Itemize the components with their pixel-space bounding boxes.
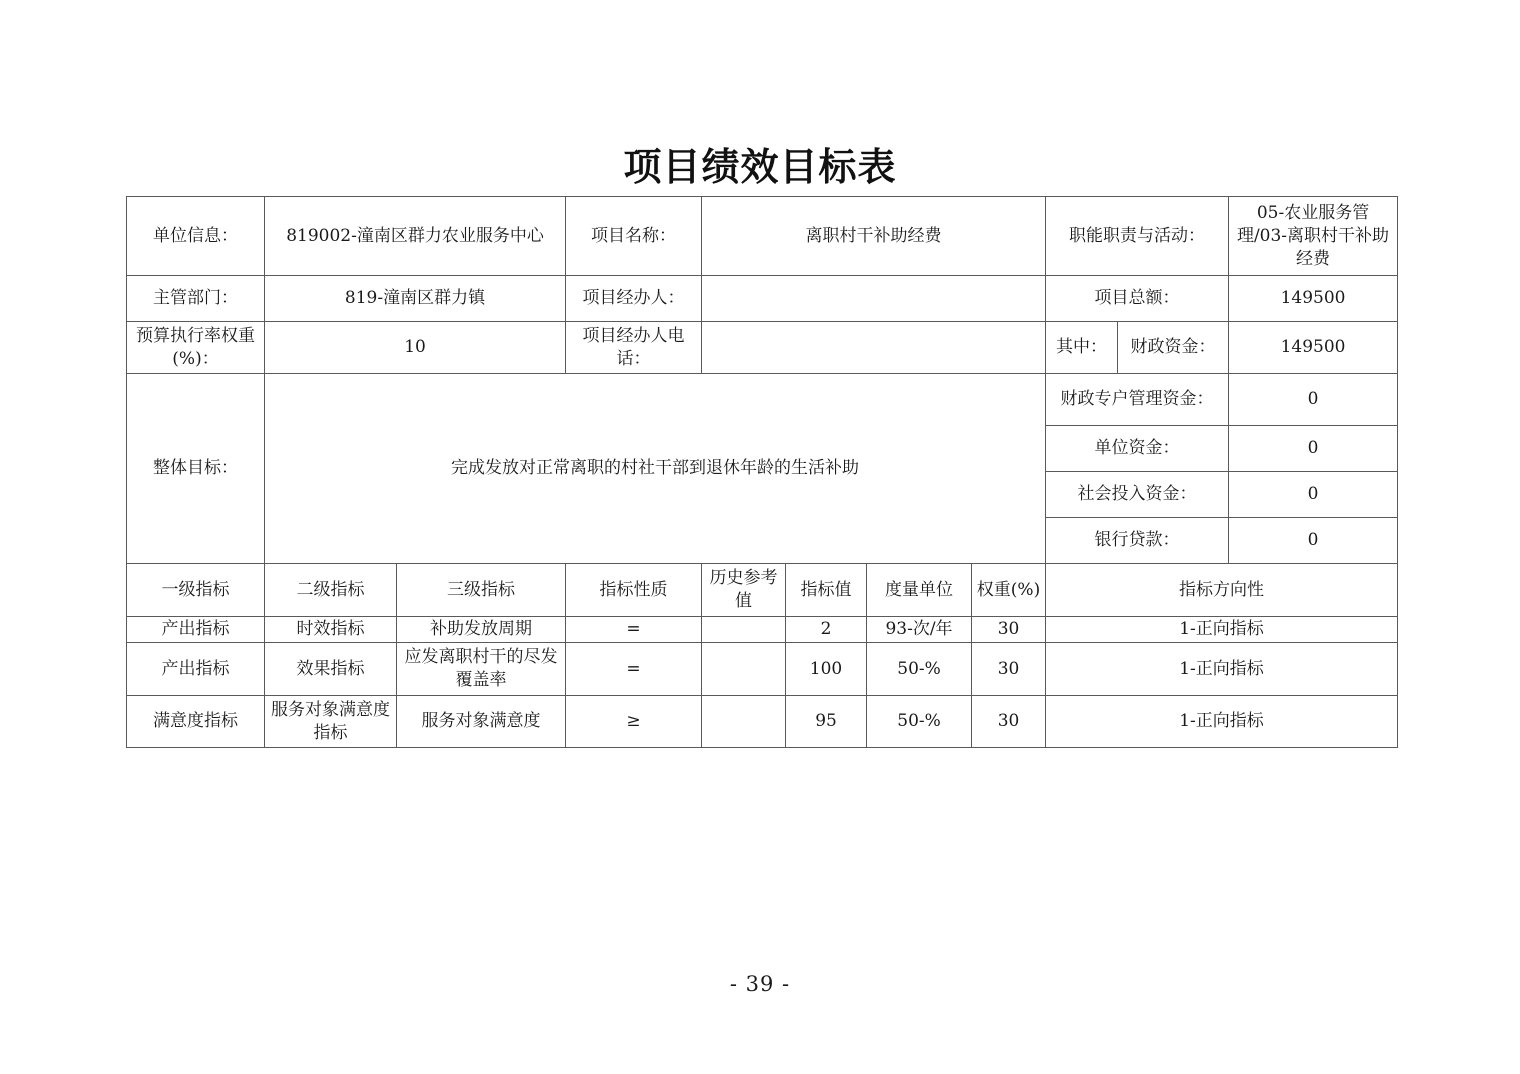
header-weight: 权重(%) <box>972 564 1046 617</box>
indicator-nature: ≥ <box>566 696 702 748</box>
unit-info-row <box>127 197 1398 276</box>
project-name-label: 项目名称： <box>566 197 702 276</box>
social-fund-label: 社会投入资金： <box>1046 472 1229 518</box>
total-label: 项目总额： <box>1046 276 1229 322</box>
header-level2: 二级指标 <box>265 564 397 617</box>
special-fund-value: 0 <box>1229 374 1398 426</box>
indicator-history <box>702 617 786 643</box>
handler-phone-value <box>702 322 1046 374</box>
indicator-direction: 1-正向指标 <box>1046 696 1398 748</box>
indicator-unit: 93-次/年 <box>867 617 972 643</box>
indicator-weight: 30 <box>972 643 1046 696</box>
budget-rate-value: 10 <box>265 322 566 374</box>
bank-loan-value: 0 <box>1229 518 1398 564</box>
indicator-unit: 50-% <box>867 696 972 748</box>
function-label: 职能职责与活动： <box>1046 197 1229 276</box>
budget-rate-row <box>127 322 1398 374</box>
dept-label: 主管部门： <box>127 276 265 322</box>
budget-rate-label: 预算执行率权重(%)： <box>127 322 265 374</box>
header-value: 指标值 <box>786 564 867 617</box>
special-fund-row <box>127 374 1398 426</box>
indicator-level2: 服务对象满意度指标 <box>265 696 397 748</box>
indicator-weight: 30 <box>972 617 1046 643</box>
header-level3: 三级指标 <box>397 564 566 617</box>
indicator-level3: 补助发放周期 <box>397 617 566 643</box>
indicator-level1: 产出指标 <box>127 617 265 643</box>
fiscal-value: 149500 <box>1229 322 1398 374</box>
indicator-value: 95 <box>786 696 867 748</box>
unit-fund-label: 单位资金： <box>1046 426 1229 472</box>
indicator-row <box>127 643 1398 696</box>
handler-label: 项目经办人： <box>566 276 702 322</box>
page-title: 项目绩效目标表 <box>623 145 897 189</box>
unit-fund-value: 0 <box>1229 426 1398 472</box>
indicator-level1: 满意度指标 <box>127 696 265 748</box>
dept-row <box>127 276 1398 322</box>
indicator-header-row <box>127 564 1398 617</box>
total-value: 149500 <box>1229 276 1398 322</box>
indicator-level2: 效果指标 <box>265 643 397 696</box>
page-number: - 39 - <box>729 972 791 996</box>
dept-value: 819-潼南区群力镇 <box>265 276 566 322</box>
special-fund-label: 财政专户管理资金： <box>1046 374 1229 426</box>
indicator-value: 2 <box>786 617 867 643</box>
unit-label: 单位信息： <box>127 197 265 276</box>
social-fund-value: 0 <box>1229 472 1398 518</box>
unit-value: 819002-潼南区群力农业服务中心 <box>265 197 566 276</box>
performance-goal-table <box>126 196 1398 748</box>
of-which-label: 其中： <box>1046 322 1118 374</box>
indicator-row <box>127 696 1398 748</box>
function-value: 05-农业服务管理/03-离职村干补助经费 <box>1229 197 1398 276</box>
indicator-history <box>702 696 786 748</box>
header-nature: 指标性质 <box>566 564 702 617</box>
indicator-level1: 产出指标 <box>127 643 265 696</box>
indicator-value: 100 <box>786 643 867 696</box>
indicator-row <box>127 617 1398 643</box>
indicator-unit: 50-% <box>867 643 972 696</box>
indicator-history <box>702 643 786 696</box>
indicator-weight: 30 <box>972 696 1046 748</box>
indicator-nature: = <box>566 617 702 643</box>
header-history: 历史参考值 <box>702 564 786 617</box>
indicator-nature: = <box>566 643 702 696</box>
header-unit: 度量单位 <box>867 564 972 617</box>
goal-label: 整体目标： <box>127 374 265 564</box>
indicator-level3: 应发离职村干的尽发覆盖率 <box>397 643 566 696</box>
goal-value: 完成发放对正常离职的村社干部到退休年龄的生活补助 <box>265 374 1046 564</box>
handler-value <box>702 276 1046 322</box>
fiscal-label: 财政资金： <box>1118 322 1229 374</box>
indicator-level2: 时效指标 <box>265 617 397 643</box>
project-name-value: 离职村干补助经费 <box>702 197 1046 276</box>
header-direction: 指标方向性 <box>1046 564 1398 617</box>
bank-loan-label: 银行贷款： <box>1046 518 1229 564</box>
indicator-level3: 服务对象满意度 <box>397 696 566 748</box>
handler-phone-label: 项目经办人电话： <box>566 322 702 374</box>
header-level1: 一级指标 <box>127 564 265 617</box>
indicator-direction: 1-正向指标 <box>1046 643 1398 696</box>
indicator-direction: 1-正向指标 <box>1046 617 1398 643</box>
